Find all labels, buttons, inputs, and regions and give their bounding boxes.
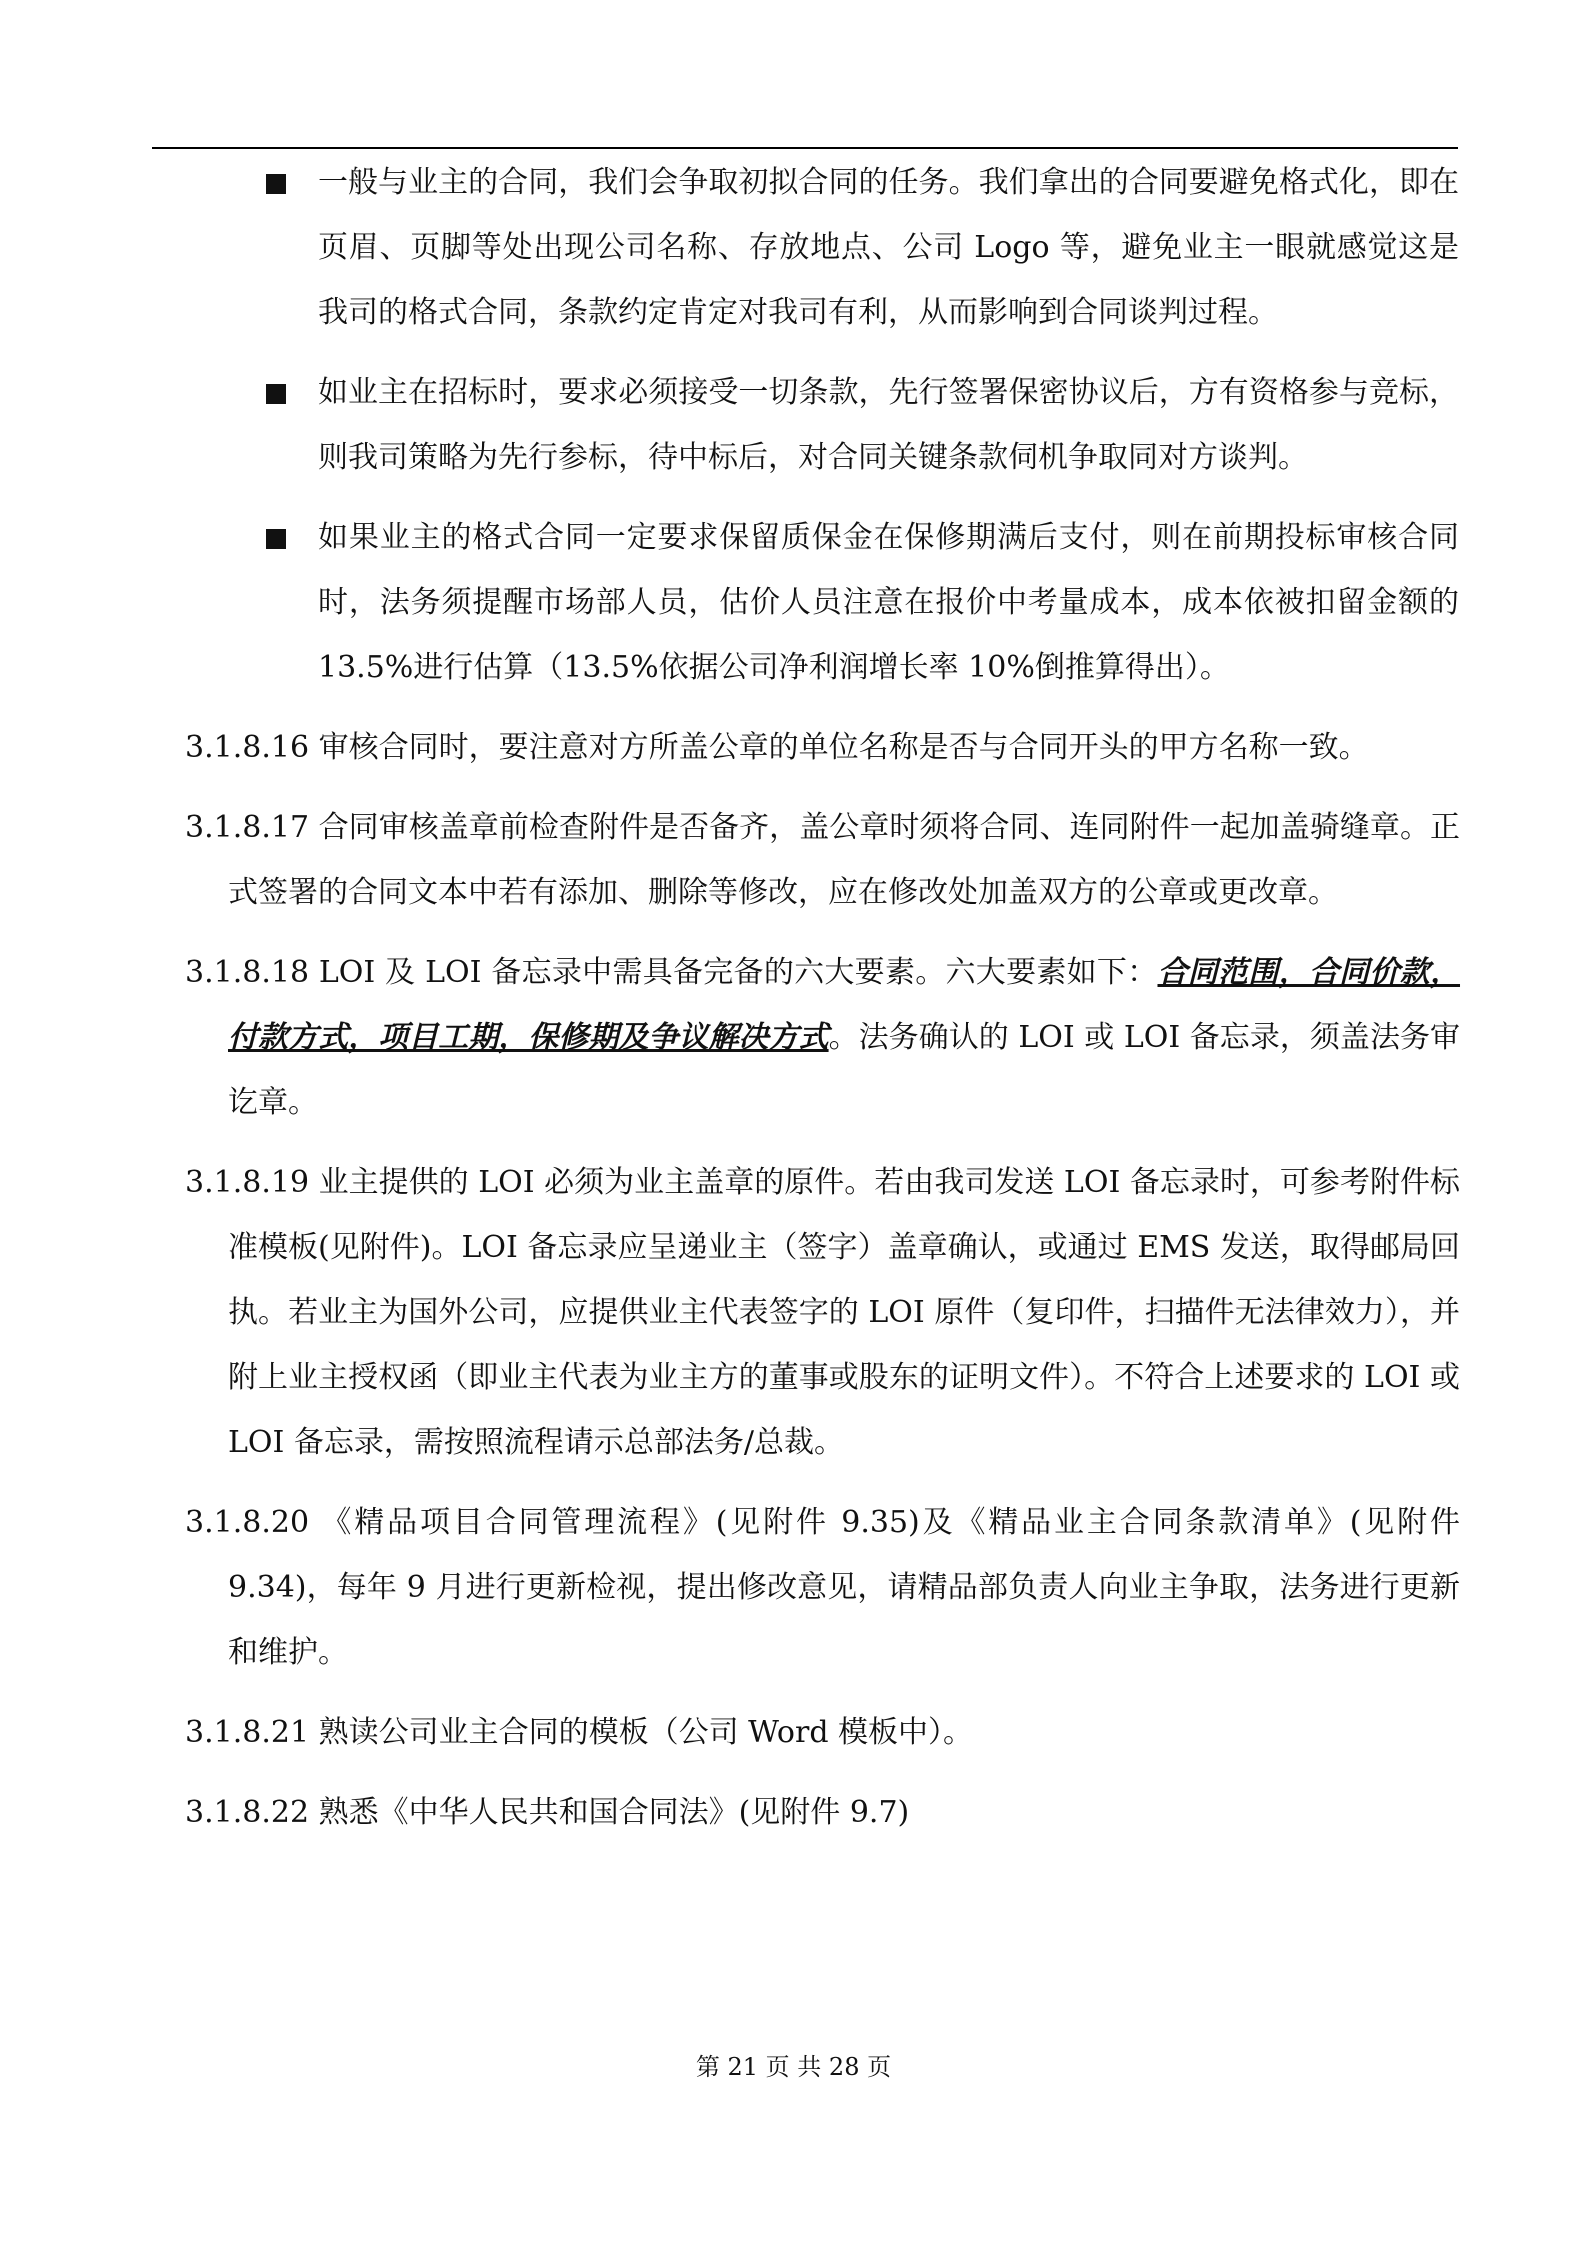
clause-3-1-8-18 — [185, 940, 1460, 1135]
bullet-text: 如业主在招标时，要求必须接受一切条款，先行签署保密协议后，方有资格参与竞标，则我司策略为先行参标，待中标后，对合同关键条款伺机争取同对方谈判。 — [318, 375, 1459, 475]
bullet-text: 如果业主的格式合同一定要求保留质保金在保修期满后支付，则在前期投标审核合同时，法务须提醒市场部人员，估价人员注意在报价中考量成本，成本依被扣留金额的 13.5%进行估算（13.5%依据公司净利润增长率 10%倒推算得出）。 — [318, 520, 1459, 685]
square-bullet-icon — [266, 529, 286, 549]
square-bullet-icon — [266, 384, 286, 404]
header-rule — [152, 147, 1458, 149]
clause-18-intro: 3.1.8.18 LOI 及 LOI 备忘录中需具备完备的六大要素。六大要素如下： — [185, 955, 1158, 990]
clause-3-1-8-22: 3.1.8.22 熟悉《中华人民共和国合同法》(见附件 9.7) — [185, 1795, 910, 1830]
clause-18-rest: 。法务确认的 LOI 或 LOI 备忘录，须盖法务审讫章。 — [228, 1020, 1460, 1120]
bullet-item — [318, 150, 1459, 345]
six-elements-emphasis: 合同范围，合同价款，付款方式，项目工期，保修期及争议解决方式 — [228, 955, 1461, 1055]
page-number-footer: 第 21 页 共 28 页 — [695, 2053, 892, 2081]
bullet-item — [318, 360, 1459, 490]
bullet-text: 一般与业主的合同，我们会争取初拟合同的任务。我们拿出的合同要避免格式化，即在页眉、页脚等处出现公司名称、存放地点、公司 Logo 等，避免业主一眼就感觉这是我司的格式合同，条款约定肯定对我司有利，从而影响到合同谈判过程。 — [318, 165, 1459, 330]
clause-3-1-8-16: 3.1.8.16 审核合同时，要注意对方所盖公章的单位名称是否与合同开头的甲方名称一致。 — [185, 730, 1369, 765]
document-body — [185, 150, 1460, 1860]
clause-3-1-8-20: 3.1.8.20 《精品项目合同管理流程》(见附件 9.35)及《精品业主合同条款清单》(见附件 9.34)，每年 9 月进行更新检视，提出修改意见，请精品部负责人向业主争取，法务进行更新和维护。 — [185, 1505, 1460, 1670]
bullet-item — [318, 505, 1459, 700]
square-bullet-icon — [266, 174, 286, 194]
clause-3-1-8-19: 3.1.8.19 业主提供的 LOI 必须为业主盖章的原件。若由我司发送 LOI 备忘录时，可参考附件标准模板(见附件)。LOI 备忘录应呈递业主（签字）盖章确认，或通过 EMS 发送，取得邮局回执。若业主为国外公司，应提供业主代表签字的 LOI 原件（复印件，扫描件无法律效力），并附上业主授权函（即业主代表为业主方的董事或股东的证明文件）。不符合上述要求的 LOI 或 LOI 备忘录，需按照流程请示总部法务/总裁。 — [185, 1165, 1460, 1460]
clause-3-1-8-21: 3.1.8.21 熟读公司业主合同的模板（公司 Word 模板中）。 — [185, 1715, 974, 1750]
clause-3-1-8-17: 3.1.8.17 合同审核盖章前检查附件是否备齐，盖公章时须将合同、连同附件一起加盖骑缝章。正式签署的合同文本中若有添加、删除等修改，应在修改处加盖双方的公章或更改章。 — [185, 810, 1460, 910]
